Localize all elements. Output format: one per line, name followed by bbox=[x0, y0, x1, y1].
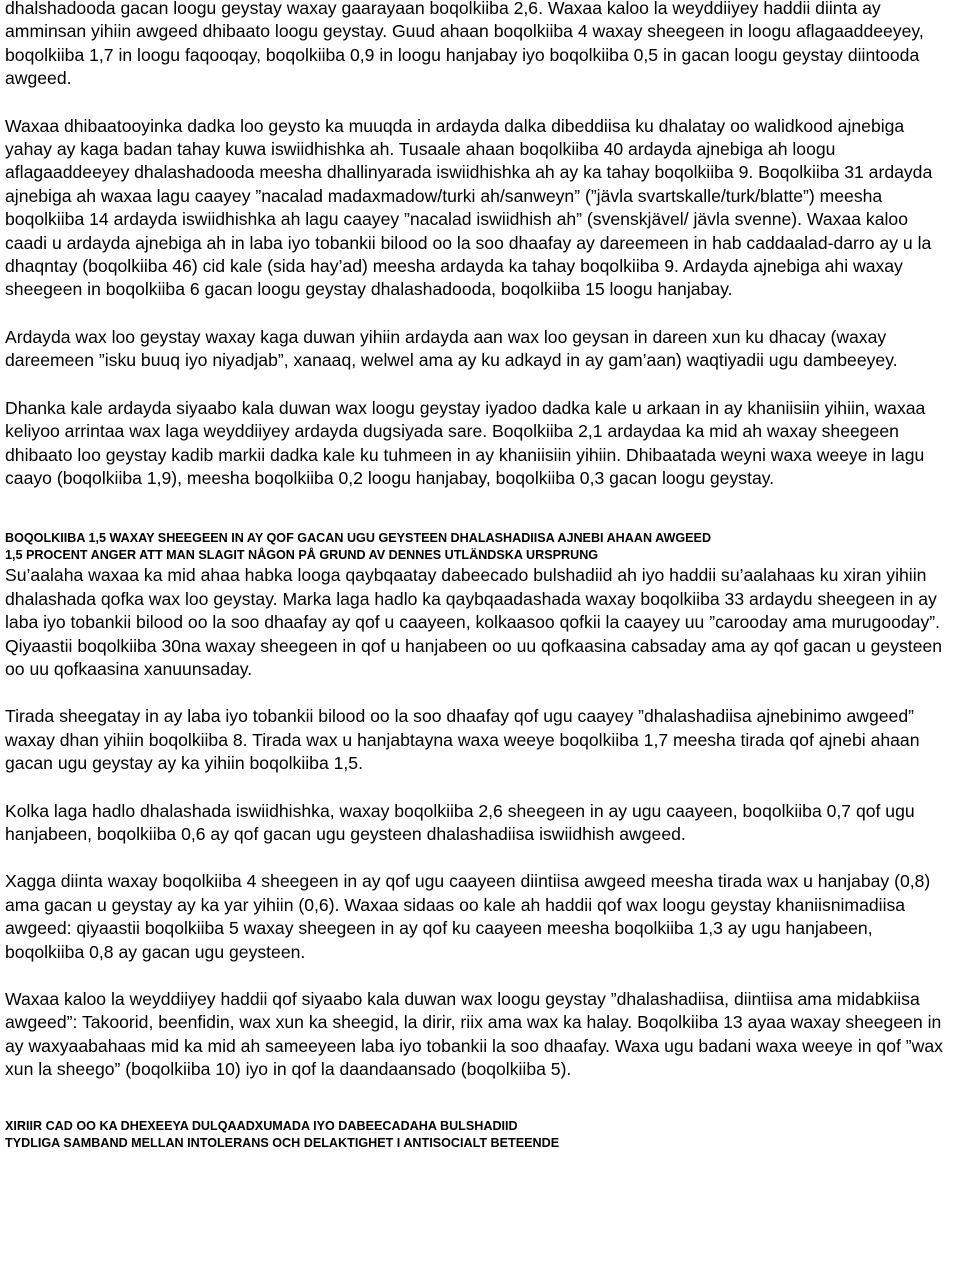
paragraph-swedish-origin: Kolka laga hadlo dhalashada iswiidhishka, waxay boqolkiiba 2,6 sheegeen in ay ugu caayeen, boqolkiiba 0,7 qof ugu hanjabeen, boqolkiiba 0,6 ay qof gacan ugu geysteen dhalashadiisa iswiidhish awgeed. bbox=[5, 800, 915, 844]
paragraph-homosexual: Dhanka kale ardayda siyaabo kala duwan wax loogu geystay iyadoo dadka kale u arkaan in ay khaniisiin yihiin, waxaa keliyoo arrintaa wax laga weyddiiyey ardayda dugsiyada sare. Boqolkiiba 2,1 ardaydaa ka mid ah waxay sheegeen dhibaato loo geystay kadib markii dadka kale ku tuhmeen in ay khaniisiin yihiin. Dhibaatada weyni waxa weeye in lagu caayo (boqolkiiba 1,9), meesha boqolkiiba 0,2 loogu hanjabay, boqolkiiba 0,3 gacan loogu geystay. bbox=[5, 397, 926, 488]
heading-swedish: 1,5 PROCENT ANGER ATT MAN SLAGIT NÅGON PÅ GRUND AV DENNES UTLÄNDSKA URSPRUNG bbox=[5, 548, 599, 563]
heading-somali: BOQOLKIIBA 1,5 WAXAY SHEEGEEN IN AY QOF GACAN UGU GEYSTEEN DHALASHADIISA AJNEBI AHAAN AWGEED bbox=[5, 531, 712, 546]
heading-swedish: TYDLIGA SAMBAND MELLAN INTOLERANS OCH DELAKTIGHET I ANTISOCIALT BETEENDE bbox=[5, 1135, 560, 1150]
heading-somali: XIRIIR CAD OO KA DHEXEEYA DULQAADXUMADA IYO DABEECADAHA BULSHADIID bbox=[5, 1118, 518, 1133]
document-page bbox=[5, 0, 950, 1152]
paragraph-discrimination: Waxaa kaloo la weyddiiyey haddii qof siyaabo kala duwan wax loogu geystay ”dhalashadiisa, diintiisa ama midabkiisa awgeed”: Takoorid, beenfidin, wax xun ka sheegid, la dirir, riix ama wax ka halay. Boqolkiibа 13 ayaa waxay sheegeen in ay waxyaabahaas mid ka mid ah sameeyeen laba iyo tobankii la soo dhaafay. Waxa ugu badani waxa weeye in qof ”wax xun la sheego” (boqolkiiba 10) iyo in qof la daandaansado (boqolkiiba 5). bbox=[5, 989, 943, 1080]
paragraph-feelings: Ardayda wax loo geystay waxay kaga duwan yihiin ardayda aan wax loo geysan in dareen xun ku dhacay (waxay dareemeen ”isku buuq iyo niyadjab”, xanaaq, welwel ama ay ku adkayd in ay gam’aan) waqtiyadii ugu dambeeyey. bbox=[5, 326, 898, 371]
paragraph-antisocial-behaviour: Su’aalaha waxaa ka mid ahaa habka looga qaybqaatay dabeecado bulshadiid ah iyo haddii su’aalahaas ku xiran yihiin dhalashada qofka wax loo geystay. Marka laga hadlo ka qaybqaadashada waxay boqolkiiba 33 ardaydu sheegeen in ay laba iyo tobankii bilood oo la soo dhaafay ay qof u caayeen, kolkaasoo qofkii la caayey uu ”carooday ama murugooday”. Qiyaastii boqolkiiba 30na waxay sheegeen in qof u hanjabeen oo uu qofkaasina cabsaday ama ay qof gacan u geysteen oo uu qofkaasina xanuunsaday. bbox=[5, 565, 943, 679]
paragraph-religion-and-sexuality: Xagga diinta waxay boqolkiiba 4 sheegeen in ay qof ugu caayeen diintiisa awgeed meesha tirada wax u hanjabay (0,8) ama gacan u geystay ay ka yar yihiin (0,6). Waxaa sidaas oo kale ah haddii qof wax loogu geystay khaniisnimadiisa awgeed: qiyaastii boqolkiiba 5 waxay sheegeen in ay qof ku caayeen meesha boqolkiiba 1,3 ay ugu hanjabeen, boqolkiiba 0,8 ay gacan ugu geysteen. bbox=[5, 871, 931, 962]
section-heading-2 bbox=[5, 1118, 950, 1152]
section-heading-1 bbox=[5, 530, 950, 564]
paragraph-ethnic-insults: Tirada sheegatay in ay laba iyo tobankii bilood oo la soo dhaafay qof ugu caayey ”dhalashadiisa ajnebinimo awgeed” waxay dhan yihiin boqolkiiba 8. Tirada wax u hanjabtayna waxa weeye boqolkiiba 1,7 meesha tirada qof ajnebi ahaan gacan ugu geystay ay ka yihiin boqolkiiba 1,5. bbox=[5, 706, 920, 774]
paragraph-foreign-students: Waxaa dhibaatooyinka dadka loo geysto ka muuqda in ardayda dalka dibeddiisa ku dhalatay oo walidkood ajnebiga yahay ay kaga badan tahay kuwa iswiidhishka ah. Tusaale ahaan boqolkiiba 40 ardayda ajnebiga ah loogu aflagaaddeeyey dhalashadooda meesha dhallinyarada iswiidhishka ah ay ka tahay boqolkiiba 9. Boqolkiiba 31 ardayda ajnebiga ah waxaa lagu caayey ”nacalad madaxmadow/turki ah/sanweyn” (”jävla svartskalle/turk/blatte”) meesha boqolkiiba 14 ardayda iswiidhishka ah lagu caayey ”nacalad iswiidhish ah” (svenskjävel/ jävla svenne). Waxaa kaloo caadi u ardayda ajnebiga ah in laba iyo tobankii bilood oo la soo dhaafay ay dareemeen in hab caddaalad-darro ay u la dhaqntay (boqolkiiba 46) cid kale (sida hay’ad) meesha ardayda ka tahay boqolkiiba 9. Ardayda ajnebiga ahi waxay sheegeen in boqolkiiba 6 gacan loogu geystay dhalashadooda, boqolkiiba 15 loogu hanjabay. bbox=[5, 115, 933, 300]
paragraph-religion-harassment: dhalshadooda gacan loogu geystay waxay gaarayaan boqolkiiba 2,6. Waxaa kaloo la weyddiiyey haddii diinta ay amminsan yihiin awgeed dhibaato loogu geystay. Guud ahaan boqolkiiba 4 waxay sheegeen in loogu aflagaaddeeyey, boqolkiiba 1,7 in loogu faqooqay, boqolkiiba 0,9 in loogu hanjabay iyo boqolkiiba 0,5 in gacan loogu geystay diintooda awgeed. bbox=[5, 0, 924, 89]
